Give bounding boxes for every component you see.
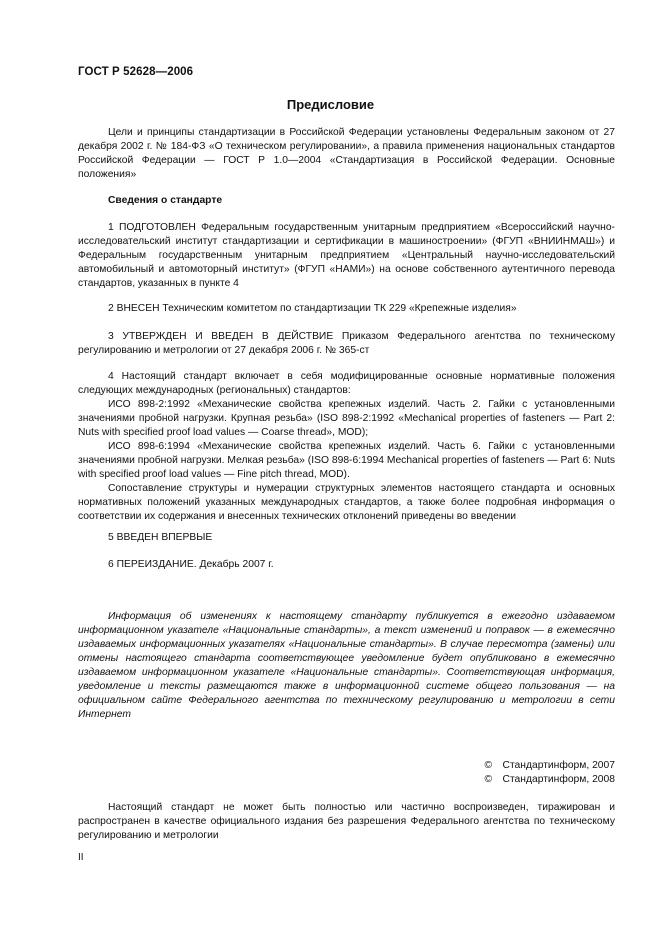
item-2-paragraph: 2 ВНЕСЕН Техническим комитетом по стандартизации ТК 229 «Крепежные изделия» xyxy=(108,303,517,314)
page-number: II xyxy=(78,852,84,863)
copyright-line-2 xyxy=(485,773,615,787)
item-3-paragraph: 3 УТВЕРЖДЕН И ВВЕДЕН В ДЕЙСТВИЕ Приказом Федерального агентства по техническому регулированию и метрологии от 27 декабря 2006 г. № 365-ст xyxy=(78,331,615,356)
item-4-lead: 4 Настоящий стандарт включает в себя модифицированные основные нормативные положения следующих международных (региональных) стандартов: xyxy=(78,371,615,396)
item-3-section xyxy=(78,330,615,358)
copyright-text-2: Стандартинформ, 2008 xyxy=(502,774,615,785)
notice-section xyxy=(78,610,615,722)
item-2-section xyxy=(78,302,615,316)
section-subheading: Сведения о стандарте xyxy=(108,195,223,206)
subheading-section xyxy=(78,194,615,208)
page-title: Предисловие xyxy=(286,97,375,112)
rights-paragraph: Настоящий стандарт не может быть полностью или частично воспроизведен, тиражирован и распространен в качестве официального издания без разрешения Федерального агентства по техническому регулированию и метрологии xyxy=(78,802,615,841)
copyright-text-1: Стандартинформ, 2007 xyxy=(502,760,615,771)
copyright-line-1 xyxy=(485,759,615,773)
intro-paragraph: Цели и принципы стандартизации в Российской Федерации установлены Федеральным законом от 27 декабря 2002 г. № 184-ФЗ «О техническом регулировании», а правила применения национальных стандартов Российской Федерации — ГОСТ Р 1.0—2004 «Стандартизация в Российской Федерации. Основные положения» xyxy=(78,127,615,180)
item-4-section xyxy=(78,370,615,524)
notice-paragraph: Информация об изменениях к настоящему стандарту публикуется в ежегодно издаваемом информационном указателе «Национальные стандарты», а текст изменений и поправок — в ежемесячно издаваемых информационных указателях «Национальные стандарты». В случае пересмотра (замены) или отмены настоящего стандарта соответствующее уведомление будет опубликовано в ежемесячно издаваемом информационном указателе «Национальные стандарты». Соответствующая информация, уведомление и тексты размещаются также в информационной системе общего пользования — на официальном сайте Федерального агентства по техническому регулированию и метрологии в сети Интернет xyxy=(78,611,615,720)
item-1-section xyxy=(78,221,615,291)
item-4-comparison: Сопоставление структуры и нумерации структурных элементов настоящего стандарта и основных нормативных положений указанных международных стандартов, а также более подробная информация о соответствии их содержания и внесенных технических отклонений приведены во введении xyxy=(78,483,615,522)
item-6-section xyxy=(78,558,615,572)
copyright-icon: © xyxy=(484,774,493,785)
item-4-iso-2: ИСО 898-6:1994 «Механические свойства крепежных изделий. Часть 6. Гайки с установленными значениями пробной нагрузки. Мелкая резьба» (ISO 898-6:1994 Mechanical properties of fasteners — Part 6: Nuts with specified proof load values — Fine pitch thread, MOD). xyxy=(78,441,615,480)
item-4-iso-1: ИСО 898-2:1992 «Механические свойства крепежных изделий. Часть 2. Гайки с установленными значениями пробной нагрузки. Крупная резьба» (ISO 898-2:1992 «Mechanical properties of fasteners — Part 2: Nuts with specified proof load values — Coarse thread», MOD); xyxy=(78,399,615,438)
intro-section xyxy=(78,126,615,182)
document-header: ГОСТ Р 52628—2006 xyxy=(78,66,194,78)
rights-section xyxy=(78,801,615,843)
item-5-paragraph: 5 ВВЕДЕН ВПЕРВЫЕ xyxy=(108,532,213,543)
copyright-icon: © xyxy=(484,760,493,771)
item-1-paragraph: 1 ПОДГОТОВЛЕН Федеральным государственным унитарным предприятием «Всероссийский научно-исследовательский институт стандартизации и сертификации в машиностроении» (ФГУП «ВНИИНМАШ») и Федеральным государственным унитарным предприятием «Центральный научно-исследовательский автомобильный и автомоторный институт» (ФГУП «НАМИ») на основе собственного аутентичного перевода стандартов, указанных в пункте 4 xyxy=(78,222,615,289)
item-6-paragraph: 6 ПЕРЕИЗДАНИЕ. Декабрь 2007 г. xyxy=(108,559,274,570)
copyright-block xyxy=(485,759,615,787)
item-5-section xyxy=(78,531,615,545)
